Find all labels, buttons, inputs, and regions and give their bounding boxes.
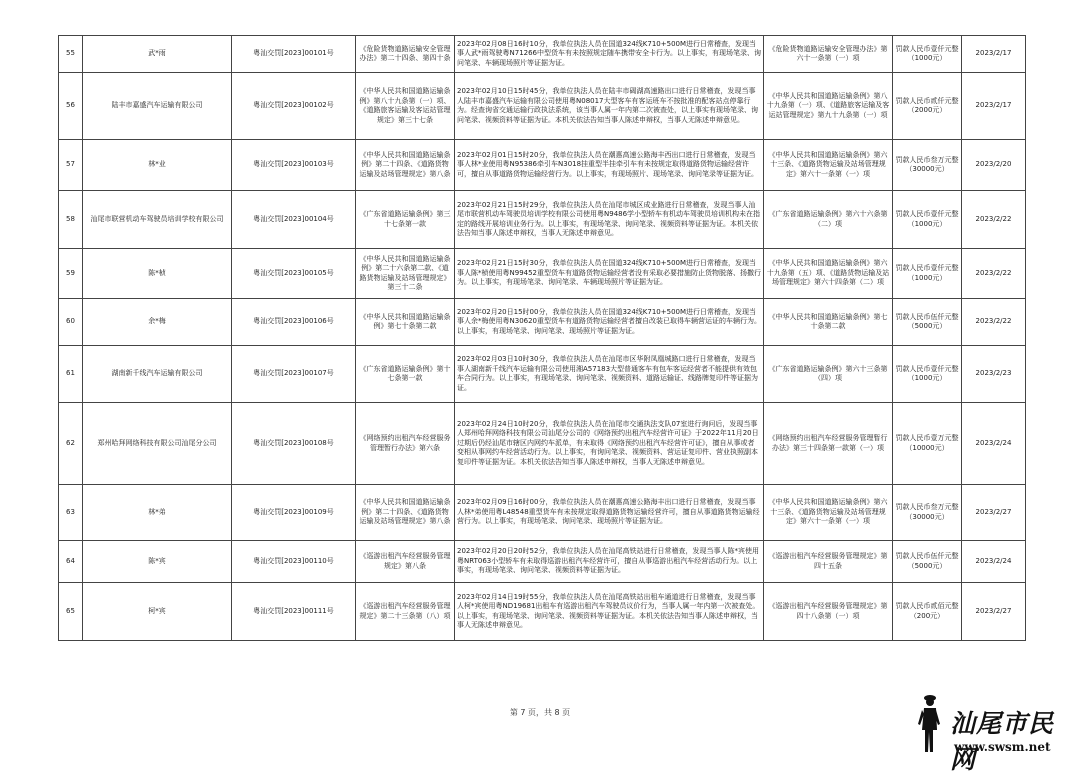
decision-date-cell: 2023/2/22 (962, 249, 1026, 299)
violated-provision-cell: 《中华人民共和国道路运输条例》第二十四条、《道路货物运输及站场管理规定》第八条 (356, 485, 455, 541)
party-cell: 湖南新千线汽车运输有限公司 (83, 346, 232, 403)
party-cell: 陈*宾 (83, 541, 232, 583)
penalty-decision-cell: 罚款人民币壹仟元整（1000元） (893, 36, 962, 73)
decision-date-cell: 2023/2/20 (962, 140, 1026, 191)
table-row (59, 73, 1026, 140)
document-number-cell: 粤汕交罚[2023]00111号 (232, 583, 356, 641)
row-number-cell: 59 (59, 249, 83, 299)
document-number-cell: 粤汕交罚[2023]00109号 (232, 485, 356, 541)
watermark-site-name: 汕尾市民网 (950, 709, 1055, 774)
violated-provision-cell: 《中华人民共和国道路运输条例》第七十条第二款 (356, 299, 455, 346)
penalty-basis-cell: 《危险货物道路运输安全管理办法》第六十一条第（一）项 (764, 36, 893, 73)
decision-date-cell: 2023/2/27 (962, 485, 1026, 541)
party-cell: 汕尾市联营机动车驾驶员培训学校有限公司 (83, 191, 232, 249)
table-row (59, 541, 1026, 583)
page-number: 第 7 页，共 8 页 (509, 708, 571, 717)
penalty-basis-cell: 《中华人民共和国道路运输条例》第六十三条、《道路货物运输及站场管理规定》第六十一条第（一）项 (764, 485, 893, 541)
violation-fact-cell: 2023年02月24日10时20分，我单位执法人员在汕尾市交通执法支队07室进行询问后，发现当事人郑州哈拜网络科技有限公司汕尾分公司的《网络预约出租汽车经营许可证》于2022年11月20日过期后仍经汕尾市辖区内网约车派单，有未取得《网络预约出租汽车经营许可证》，擅自从事或者变相从事网约车经营活动行为。以上事实，有询问笔录、视频资料、营运证复印件、营业执照副本复印件等证据为证。本机关依法告知当事人陈述申辩权，当事人无陈述申辩意见。 (455, 403, 764, 485)
violation-fact-cell: 2023年02月01日15时20分，我单位执法人员在潮惠高速公路海丰西出口进行日常稽查，发现当事人林*业使用粤N95386牵引车N3018挂重型半挂牵引车有未按规定取得道路货物运输经营许可，擅自从事道路货物运输经营行为。以上事实，有现场照片、现场笔录、询问笔录等证据为证。 (455, 140, 764, 191)
penalty-basis-cell: 《巡游出租汽车经营服务管理规定》第四十八条第（一）项 (764, 583, 893, 641)
penalty-table-body (59, 36, 1026, 641)
row-number-cell: 61 (59, 346, 83, 403)
decision-date-cell: 2023/2/27 (962, 583, 1026, 641)
penalty-decision-cell: 罚款人民币贰佰元整（200元） (893, 583, 962, 641)
violated-provision-cell: 《中华人民共和国道路运输条例》第二十六条第二款、《道路货物运输及站场管理规定》第三十二条 (356, 249, 455, 299)
violation-fact-cell: 2023年02月09日16时00分，我单位执法人员在潮惠高速公路海丰出口进行日常稽查，发现当事人林*弟使用粤L48548重型货车有未按规定取得道路货物运输经营许可，擅自从事道路货物运输经营行为。以上事实，有现场笔录、询问笔录、现场照片等证据为证。 (455, 485, 764, 541)
party-cell: 武*雨 (83, 36, 232, 73)
party-cell: 林*业 (83, 140, 232, 191)
penalty-decision-cell: 罚款人民币伍仟元整（5000元） (893, 299, 962, 346)
watermark-url: www.swsm.net (954, 740, 1051, 754)
violation-fact-cell: 2023年02月21日15时29分，我单位执法人员在汕尾市城区成业路进行日常稽查，发现当事人汕尾市联营机动车驾驶员培训学校有限公司使用粤N9486学小型轿车有机动车驾驶员培训机构未在指定的路线开展培训业务行为。以上事实，有现场笔录、询问笔录、视频资料等证据为证。本机关依法告知当事人陈述申辩权，当事人无陈述申辩意见。 (455, 191, 764, 249)
decision-date-cell: 2023/2/17 (962, 36, 1026, 73)
table-row (59, 249, 1026, 299)
violated-provision-cell: 《网络预约出租汽车经营服务管理暂行办法》第六条 (356, 403, 455, 485)
decision-date-cell: 2023/2/24 (962, 403, 1026, 485)
document-number-cell: 粤汕交罚[2023]00107号 (232, 346, 356, 403)
table-row (59, 299, 1026, 346)
row-number-cell: 64 (59, 541, 83, 583)
violated-provision-cell: 《巡游出租汽车经营服务管理规定》第八条 (356, 541, 455, 583)
row-number-cell: 57 (59, 140, 83, 191)
penalty-basis-cell: 《中华人民共和国道路运输条例》第七十条第二款 (764, 299, 893, 346)
document-number-cell: 粤汕交罚[2023]00105号 (232, 249, 356, 299)
violation-fact-cell: 2023年02月10日15时45分，我单位执法人员在陆丰市碣湖高速路出口进行日常稽查，发现当事人陆丰市嘉盛汽车运输有限公司使用粤N08017大型客车有客运班车不按批准的配客站点停靠行为。经查询省交通运输行政执法系统，该当事人属一年内第二次被查处，以上事实有现场笔录、询问笔录、视频资料等证据为证。本机关依法告知当事人陈述申辩权，当事人无陈述申辩意见。 (455, 73, 764, 140)
decision-date-cell: 2023/2/22 (962, 191, 1026, 249)
document-number-cell: 粤汕交罚[2023]00106号 (232, 299, 356, 346)
penalty-basis-cell: 《网络预约出租汽车经营服务管理暂行办法》第三十四条第一款第（一）项 (764, 403, 893, 485)
table-row (59, 140, 1026, 191)
person-silhouette-icon (916, 692, 942, 756)
row-number-cell: 56 (59, 73, 83, 140)
violation-fact-cell: 2023年02月03日10时30分，我单位执法人员在汕尾市区华附凤凰城路口进行日常稽查，发现当事人湖南新千线汽车运输有限公司使用湘A57183大型普通客车有包车客运经营者不能提供有效包车合同行为。以上事实，有现场笔录、询问笔录、视频资料、道路运输证、线路牌复印件等证据为证。 (455, 346, 764, 403)
party-cell: 陈*桢 (83, 249, 232, 299)
decision-date-cell: 2023/2/23 (962, 346, 1026, 403)
row-number-cell: 58 (59, 191, 83, 249)
violation-fact-cell: 2023年02月20日15时00分，我单位执法人员在国道324线K710+500M进行日常稽查，发现当事人余*梅使用粤N30620重型货车有道路货物运输经营者擅自改装已取得车辆营运证的车辆行为。以上事实，有现场笔录、询问笔录、现场照片等证据为证。 (455, 299, 764, 346)
violated-provision-cell: 《中华人民共和国道路运输条例》第二十四条、《道路货物运输及站场管理规定》第八条 (356, 140, 455, 191)
penalty-decision-cell: 罚款人民币壹万元整（10000元） (893, 403, 962, 485)
penalty-decision-cell: 罚款人民币叁万元整（30000元） (893, 140, 962, 191)
penalty-basis-cell: 《巡游出租汽车经营服务管理规定》第四十五条 (764, 541, 893, 583)
violated-provision-cell: 《巡游出租汽车经营服务管理规定》第二十三条第（八）项 (356, 583, 455, 641)
row-number-cell: 55 (59, 36, 83, 73)
party-cell: 柯*宾 (83, 583, 232, 641)
penalty-basis-cell: 《广东省道路运输条例》第六十三条第（四）项 (764, 346, 893, 403)
document-number-cell: 粤汕交罚[2023]00103号 (232, 140, 356, 191)
table-row (59, 583, 1026, 641)
site-watermark (908, 692, 1078, 774)
penalty-basis-cell: 《广东省道路运输条例》第六十六条第（二）项 (764, 191, 893, 249)
decision-date-cell: 2023/2/22 (962, 299, 1026, 346)
document-number-cell: 粤汕交罚[2023]00110号 (232, 541, 356, 583)
table-row (59, 191, 1026, 249)
document-number-cell: 粤汕交罚[2023]00104号 (232, 191, 356, 249)
penalty-decision-cell: 罚款人民币叁万元整（30000元） (893, 485, 962, 541)
violation-fact-cell: 2023年02月14日19时55分，我单位执法人员在汕尾高铁站出租车通道进行日常稽查，发现当事人柯*宾使用粤ND19681出租车有巡游出租汽车驾驶员议价行为，当事人属一年内第一次被查处。以上事实，有现场笔录、询问笔录、视频资料等证据为证。本机关依法告知当事人陈述申辩权，当事人无陈述申辩意见。 (455, 583, 764, 641)
violated-provision-cell: 《广东省道路运输条例》第十七条第一款 (356, 346, 455, 403)
decision-date-cell: 2023/2/17 (962, 73, 1026, 140)
penalty-decision-cell: 罚款人民币贰仟元整（2000元） (893, 73, 962, 140)
penalty-basis-cell: 《中华人民共和国道路运输条例》第八十九条第（一）项、《道路旅客运输及客运站管理规定》第九十九条第（一）项 (764, 73, 893, 140)
violated-provision-cell: 《中华人民共和国道路运输条例》第八十九条第（一）项、《道路旅客运输及客运站管理规定》第三十七条 (356, 73, 455, 140)
party-cell: 郑州哈拜网络科技有限公司汕尾分公司 (83, 403, 232, 485)
table-row (59, 485, 1026, 541)
violation-fact-cell: 2023年02月08日16时10分，我单位执法人员在国道324线K710+500M进行日常稽查，发现当事人武*雨驾驶粤N71266中型货车有未按照规定随车携带安全卡行为。以上事实，有现场笔录、询问笔录、车辆现场照片等证据为证。 (455, 36, 764, 73)
penalty-decision-cell: 罚款人民币壹仟元整（1000元） (893, 249, 962, 299)
violated-provision-cell: 《广东省道路运输条例》第三十七条第一款 (356, 191, 455, 249)
penalty-decision-cell: 罚款人民币壹仟元整（1000元） (893, 346, 962, 403)
document-number-cell: 粤汕交罚[2023]00102号 (232, 73, 356, 140)
penalty-table-container (58, 35, 1025, 641)
penalty-table (58, 35, 1026, 641)
violation-fact-cell: 2023年02月20日20时52分，我单位执法人员在汕尾高铁站进行日常稽查，发现当事人陈*宾使用粤NRT063小型轿车有未取得巡游出租汽车经营许可，擅自从事巡游出租汽车经营活动行为。以上事实，有现场笔录、询问笔录、视频资料等证据为证。 (455, 541, 764, 583)
row-number-cell: 63 (59, 485, 83, 541)
penalty-decision-cell: 罚款人民币伍仟元整（5000元） (893, 541, 962, 583)
document-number-cell: 粤汕交罚[2023]00101号 (232, 36, 356, 73)
violated-provision-cell: 《危险货物道路运输安全管理办法》第二十四条、第四十条 (356, 36, 455, 73)
party-cell: 余*梅 (83, 299, 232, 346)
violation-fact-cell: 2023年02月21日15时30分，我单位执法人员在国道324线K710+500M进行日常稽查，发现当事人陈*桢使用粤N99452重型货车有道路货物运输经营者没有采取必要措施防止货物脱落、扬撒行为。以上事实，有现场笔录、询问笔录、车辆现场照片等证据为证。 (455, 249, 764, 299)
row-number-cell: 65 (59, 583, 83, 641)
table-row (59, 36, 1026, 73)
party-cell: 林*弟 (83, 485, 232, 541)
decision-date-cell: 2023/2/24 (962, 541, 1026, 583)
row-number-cell: 62 (59, 403, 83, 485)
table-row (59, 346, 1026, 403)
table-row (59, 403, 1026, 485)
penalty-basis-cell: 《中华人民共和国道路运输条例》第六十九条第（五）项、《道路货物运输及站场管理规定》第六十四条第（二）项 (764, 249, 893, 299)
row-number-cell: 60 (59, 299, 83, 346)
penalty-decision-cell: 罚款人民币壹仟元整（1000元） (893, 191, 962, 249)
party-cell: 陆丰市嘉盛汽车运输有限公司 (83, 73, 232, 140)
penalty-basis-cell: 《中华人民共和国道路运输条例》第六十三条、《道路货物运输及站场管理规定》第六十一条第（一）项 (764, 140, 893, 191)
document-number-cell: 粤汕交罚[2023]00108号 (232, 403, 356, 485)
